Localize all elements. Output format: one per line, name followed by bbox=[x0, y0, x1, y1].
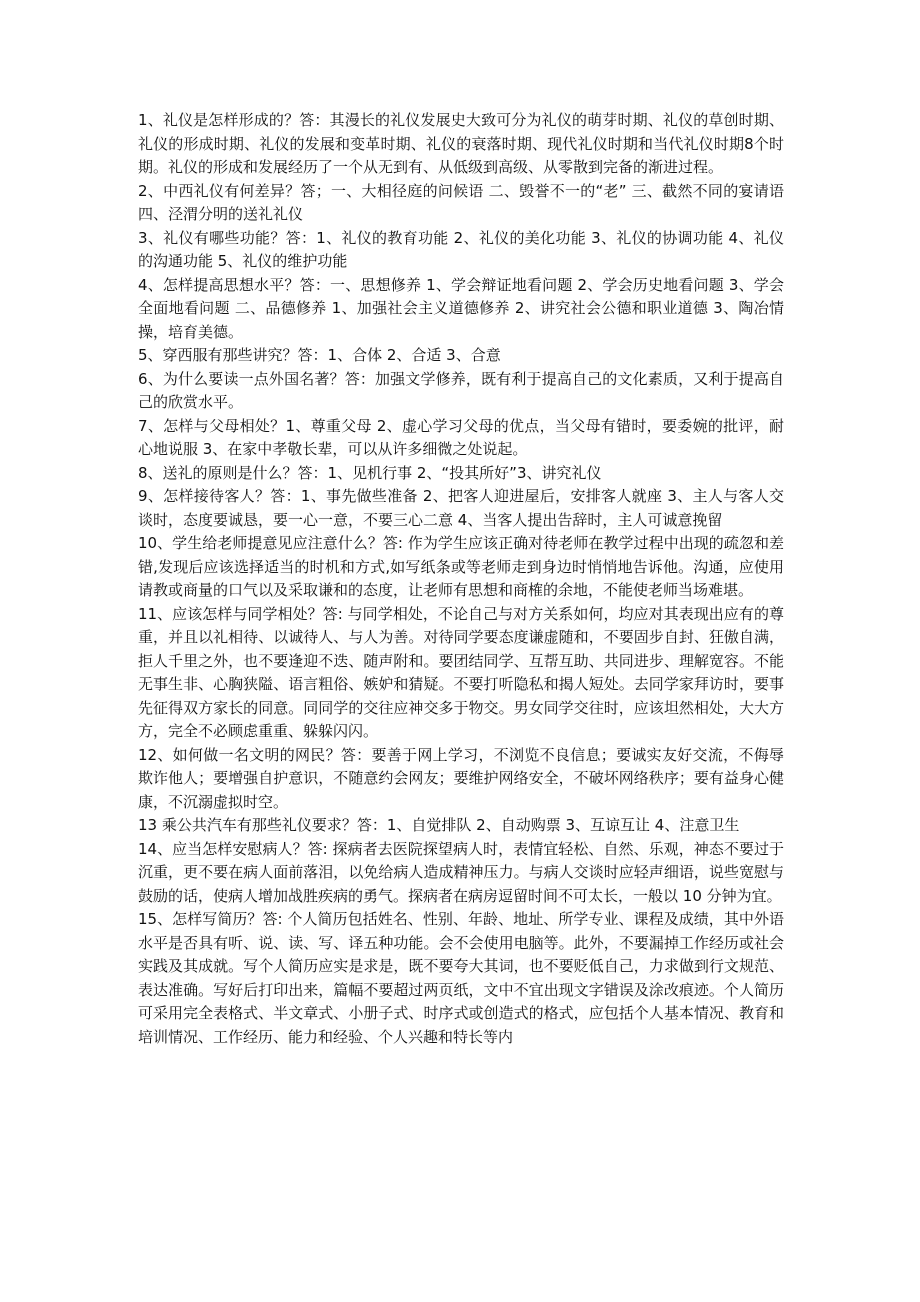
qa-item-8: 8、送礼的原则是什么？答：1、见机行事 2、“投其所好”3、讲究礼仪 bbox=[138, 463, 602, 482]
qa-item-6: 6、为什么要读一点外国名著？答：加强文学修养，既有利于提高自己的文化素质，又利于提高自己的欣赏水平。 bbox=[138, 369, 784, 411]
qa-item-14: 14、应当怎样安慰病人？答: 探病者去医院探望病人时，表情宜轻松、自然、乐观，神态不要过于沉重，更不要在病人面前落泪，以免给病人造成精神压力。与病人交谈时应轻声细语，说些宽慰与鼓励的话，使病人增加战胜疾病的勇气。探病者在病房逗留时间不可太长，一般以 10 分钟为宜。 bbox=[138, 839, 784, 905]
qa-item-12: 12、如何做一名文明的网民？答：要善于网上学习，不浏览不良信息；要诚实友好交流，不侮辱欺诈他人；要增强自护意识，不随意约会网友；要维护网络安全，不破坏网络秩序；要有益身心健康，不沉溺虚拟时空。 bbox=[138, 745, 784, 811]
qa-item-13: 13 乘公共汽车有那些礼仪要求？答：1、自觉排队 2、自动购票 3、互谅互让 4、注意卫生 bbox=[138, 816, 740, 834]
qa-item-7: 7、怎样与父母相处？1、尊重父母 2、虚心学习父母的优点，当父母有错时，要委婉的批评，耐心地说服 3、在家中孝敬长辈，可以从许多细微之处说起。 bbox=[138, 416, 784, 458]
qa-item-4: 4、怎样提高思想水平？答：一、思想修养 1、学会辩证地看问题 2、学会历史地看问题 3、学会全面地看问题 二、品德修养 1、加强社会主义道德修养 2、讲究社会公德和职业道德 3、陶冶情操，培育美德。 bbox=[138, 275, 784, 341]
qa-item-10: 10、学生给老师提意见应注意什么？答: 作为学生应该正确对待老师在教学过程中出现的疏忽和差错,发现后应该选择适当的时机和方式,如写纸条或等老师走到身边时悄悄地告诉他。沟通，应使用请教或商量的口气以及采取谦和的态度，让老师有思想和商榷的余地，不能使老师当场难堪。 bbox=[138, 534, 784, 599]
qa-item-1: 1、礼仪是怎样形成的？答：其漫长的礼仪发展史大致可分为礼仪的萌芽时期、礼仪的草创时期、礼仪的形成时期、礼仪的发展和变革时期、礼仪的衰落时期、现代礼仪时期和当代礼仪时期8个时期。礼仪的形成和发展经历了一个从无到有、从低级到高级、从零散到完备的渐进过程。 bbox=[138, 111, 784, 176]
qa-item-9: 9、怎样接待客人？答：1、事先做些准备 2、把客人迎进屋后，安排客人就座 3、主人与客人交谈时，态度要诚恳，要一心一意，不要三心二意 4、当客人提出告辞时，主人可诚意挽留 bbox=[138, 487, 784, 529]
qa-item-3: 3、礼仪有哪些功能？答：1、礼仪的教育功能 2、礼仪的美化功能 3、礼仪的协调功能 4、礼仪的沟通功能 5、礼仪的维护功能 bbox=[138, 228, 784, 270]
qa-item-11: 11、应该怎样与同学相处？答: 与同学相处，不论自己与对方关系如何，均应对其表现出应有的尊重，并且以礼相待、以诚待人、与人为善。对待同学要态度谦虚随和，不要固步自封、狂傲自满，拒人千里之外，也不要逢迎不迭、随声附和。要团结同学、互帮互助、共同进步、理解宽容。不能无事生非、心胸狭隘、语言粗俗、嫉妒和猜疑。不要打听隐私和揭人短处。去同学家拜访时，要事先征得双方家长的同意。同同学的交往应神交多于物交。男女同学交往时，应该坦然相处，大大方方，完全不必顾虑重重、躲躲闪闪。 bbox=[138, 604, 784, 740]
qa-item-2: 2、中西礼仪有何差异？答；一、大相径庭的问候语 二、毁誉不一的“老” 三、截然不同的宴请语 四、泾渭分明的送礼礼仪 bbox=[138, 181, 784, 223]
qa-item-5: 5、穿西服有那些讲究？答：1、合体 2、合适 3、合意 bbox=[138, 346, 501, 364]
qa-item-15: 15、怎样写简历？答: 个人简历包括姓名、性别、年龄、地址、所学专业、课程及成绩，其中外语水平是否具有听、说、读、写、译五种功能。会不会使用电脑等。此外，不要漏掉工作经历或社会实践及其成就。写个人简历应实是求是，既不要夸大其词，也不要贬低自己，力求做到行文规范、表达准确。写好后打印出来，篇幅不要超过两页纸，文中不宜出现文字错误及涂改痕迹。个人简历可采用完全表格式、半文章式、小册子式、时序式或创造式的格式，应包括个人基本情况、教育和培训情况、工作经历、能力和经验、个人兴趣和特长等内 bbox=[138, 910, 784, 1046]
document-body bbox=[138, 109, 784, 1049]
